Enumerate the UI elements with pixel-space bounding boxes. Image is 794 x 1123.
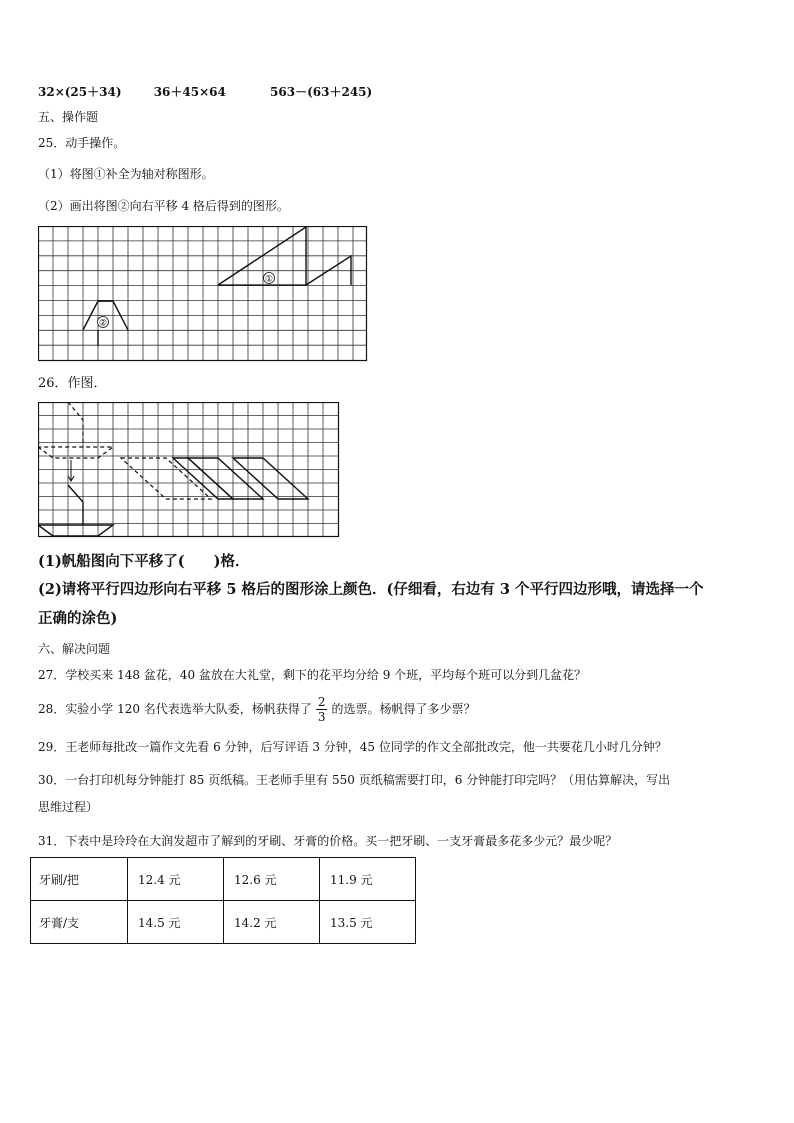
expression-3: 563－(63＋245) (270, 85, 373, 99)
q28-text-after: 的选票。杨帆得了多少票？ (331, 702, 476, 716)
q26-title: 26．作图． (38, 376, 107, 391)
q26-sub2-line1: (2)请将平行四边形向右平移 5 格后的图形涂上颜色．(仔细看，右边有 3 个平行四边形哦，请选择一个 (38, 581, 704, 598)
figure-2-label: ② (98, 318, 108, 329)
table-cell: 11.9 元 (320, 858, 416, 901)
q28-denominator: 3 (317, 710, 326, 724)
grid-figure-1 (38, 226, 368, 362)
solid-sailboat (38, 485, 113, 536)
q28-fraction (316, 695, 328, 724)
dashed-parallelogram (121, 458, 211, 499)
q26-sub1: (1)帆船图向下平移了( )格． (38, 553, 250, 570)
q28 (38, 693, 475, 725)
dashed-sailboat (38, 402, 113, 458)
q26-sub2-line2: 正确的涂色) (38, 610, 118, 627)
section-5-heading: 五、操作题 (38, 110, 99, 124)
table-cell: 12.6 元 (224, 858, 320, 901)
expression-2: 36＋45×64 (153, 85, 226, 99)
q30-line1: 30．一台打印机每分钟能打 85 页纸稿。王老师手里有 550 页纸稿需要打印，6 分钟能打印完吗？（用估算解决，写出 (38, 773, 671, 787)
parallelogram-option-2 (188, 458, 263, 499)
q25-title: 25．动手操作。 (38, 136, 126, 150)
figure-1-label: ① (264, 274, 274, 285)
q28-numerator: 2 (317, 695, 326, 709)
table-cell: 13.5 元 (320, 901, 416, 944)
grid-1-border (39, 227, 367, 361)
q25-sub1: （1）将图①补全为轴对称图形。 (38, 167, 214, 181)
expression-row (38, 84, 372, 100)
q25-sub2: （2）画出将图②向右平移 4 格后得到的图形。 (38, 199, 289, 213)
q28-text-before: 28．实验小学 120 名代表选举大队委，杨帆获得了 (38, 702, 312, 716)
price-table (30, 857, 416, 944)
table-cell: 14.5 元 (128, 901, 224, 944)
q30-line2: 思维过程） (38, 800, 99, 814)
parallelogram-option-3 (233, 458, 308, 499)
q29: 29．王老师每批改一篇作文先看 6 分钟，后写评语 3 分钟，45 位同学的作文全部批改完，他一共要花几小时几分钟？ (38, 740, 667, 754)
table-row (31, 901, 416, 944)
q31-text: 31．下表中是玲玲在大润发超市了解到的牙刷、牙膏的价格。买一把牙刷、一支牙膏最多花多少元？最少呢？ (38, 834, 618, 848)
grid-figure-2 (38, 402, 340, 538)
grid-1-lines (38, 226, 367, 361)
table-cell: 12.4 元 (128, 858, 224, 901)
table-cell: 牙刷/把 (31, 858, 128, 901)
expression-1: 32×(25＋34) (38, 85, 122, 99)
table-row (31, 858, 416, 901)
section-6-heading: 六、解决问题 (38, 642, 111, 656)
table-cell: 14.2 元 (224, 901, 320, 944)
q27: 27．学校买来 148 盆花，40 盆放在大礼堂，剩下的花平均分给 9 个班，平均每个班可以分到几盆花？ (38, 668, 587, 682)
table-cell: 牙膏/支 (31, 901, 128, 944)
